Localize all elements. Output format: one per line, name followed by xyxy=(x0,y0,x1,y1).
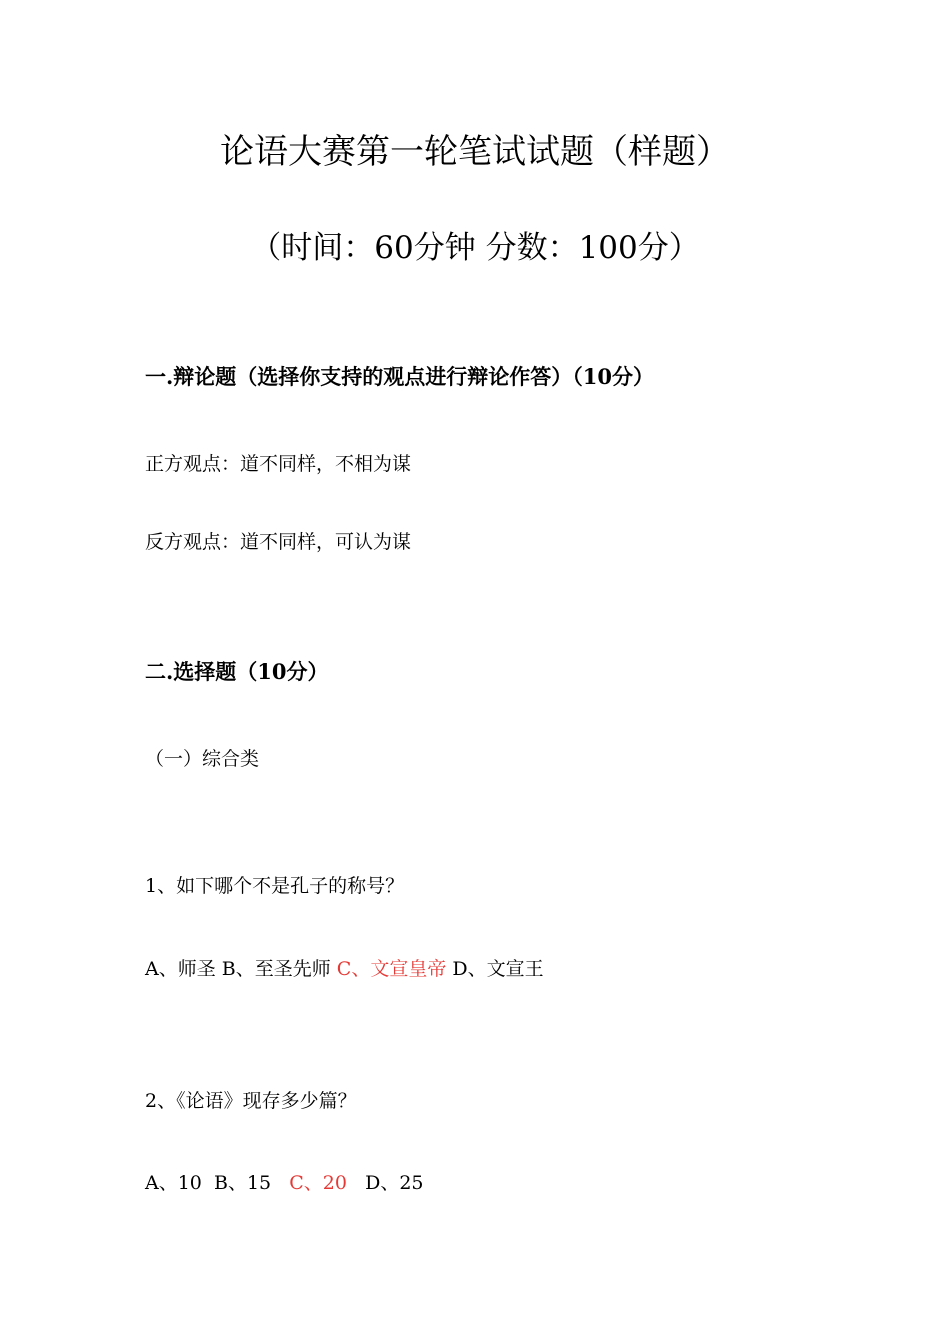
document-subtitle: （时间：60分钟 分数：100分） xyxy=(250,230,700,266)
q1-option-b: B、至圣先师 xyxy=(221,958,331,980)
document-title: 论语大赛第一轮笔试试题（样题） xyxy=(220,132,730,172)
question-1: 1、如下哪个不是孔子的称号？ xyxy=(145,875,405,897)
q2-option-b: B、15 xyxy=(214,1172,272,1194)
question-2-options xyxy=(145,1174,424,1193)
category-label: （一）综合类 xyxy=(145,748,260,770)
q1-option-a: A、师圣 xyxy=(145,958,216,980)
pro-viewpoint: 正方观点：道不同样，不相为谋 xyxy=(145,453,412,475)
section2-heading: 二.选择题（10分） xyxy=(145,659,329,684)
section1-heading: 一.辩论题（选择你支持的观点进行辩论作答）（10分） xyxy=(145,364,655,389)
question-2: 2、《论语》现存多少篇？ xyxy=(145,1090,357,1112)
q2-option-a: A、10 xyxy=(145,1172,202,1194)
q2-option-d: D、25 xyxy=(365,1172,424,1194)
question-1-options xyxy=(145,960,544,979)
con-viewpoint: 反方观点：道不同样，可认为谋 xyxy=(145,531,412,553)
q2-option-c-answer: C、20 xyxy=(289,1172,347,1194)
q1-option-c-answer: C、文宣皇帝 xyxy=(336,958,447,980)
q1-option-d: D、文宣王 xyxy=(452,958,544,980)
